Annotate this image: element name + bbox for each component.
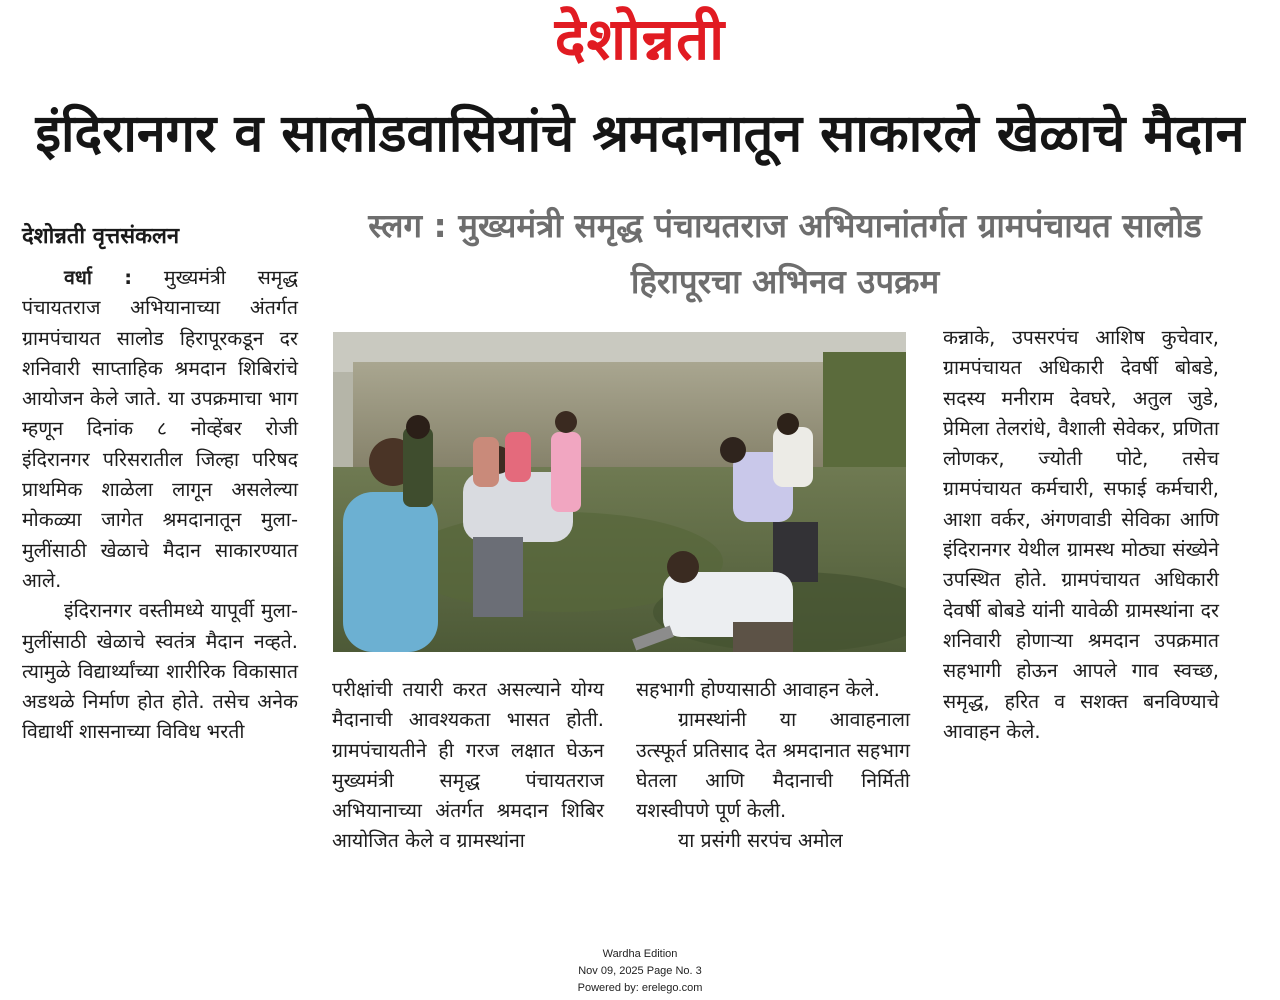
article-paragraph: इंदिरानगर वस्तीमध्ये यापूर्वी मुला-मुलींसाठी खेळाचे स्वतंत्र मैदान नव्हते. त्यामुळे विद्यार्थ्यांच्या शारीरिक विकासात अडथळे निर्माण होत होते. तसेच अनेक विद्यार्थी शासनाच्या विविध भरती (22, 599, 298, 744)
headline: इंदिरानगर व सालोडवासियांचे श्रमदानातून साकारले खेळाचे मैदान (35, 104, 1245, 164)
photo-illustration (333, 332, 906, 652)
article-column-1 (22, 263, 298, 748)
article-paragraph: सहभागी होण्यासाठी आवाहन केले. (636, 678, 880, 701)
masthead-logo: देशोन्नती (554, 5, 726, 73)
byline: देशोन्नती वृत्तसंकलन (22, 224, 180, 249)
edition-footer (0, 946, 1280, 997)
article-column-4 (943, 323, 1219, 747)
article-column-3 (636, 675, 910, 857)
dateline: वर्धा : (64, 266, 133, 289)
article-paragraph: परीक्षांची तयारी करत असल्याने योग्य मैदानाची आवश्यकता भासत होती. ग्रामपंचायतीने ही गरज लक्षात घेऊन मुख्यमंत्री समृद्ध पंचायतराज अभियानाच्या अंतर्गत श्रमदान शिबिर आयोजित केले व ग्रामस्थांना (332, 678, 604, 853)
article-column-2 (332, 675, 604, 857)
article-paragraph: या प्रसंगी सरपंच अमोल (678, 829, 843, 853)
edition-date-page: Nov 09, 2025 Page No. 3 (578, 965, 702, 977)
article-paragraph: वर्धा : मुख्यमंत्री समृद्ध पंचायतराज अभियानाच्या अंतर्गत ग्रामपंचायत सालोड हिरापूरकडून दर शनिवारी साप्ताहिक श्रमदान शिबिरांचे आयोजन केले जाते. या उपक्रमाचा भाग म्हणून दिनांक ८ नोव्हेंबर रोजी इंदिरानगर परिसरातील जिल्हा परिषद प्राथमिक शाळेला लागून असलेल्या मोकळ्या जागेत श्रमदानातून मुला-मुलींसाठी खेळाचे मैदान साकारण्यात आले. (22, 266, 298, 592)
news-photo (333, 332, 906, 652)
slug-subheadline: स्लग : मुख्यमंत्री समृद्ध पंचायतराज अभियानांतर्गत ग्रामपंचायत सालोड हिरापूरचा अभिनव उपक्रम (368, 206, 1202, 301)
powered-by-link[interactable]: Powered by: erelego.com (577, 982, 703, 994)
article-paragraph: कन्नाके, उपसरपंच आशिष कुचेवार, ग्रामपंचायत अधिकारी देवर्षी बोबडे, सदस्य मनीराम देवघरे, अतुल जुडे, प्रेमिला तेलरांधे, वैशाली सेवेकर, प्रणिता लोणकर, ज्योती पोटे, तसेच ग्रामपंचायत कर्मचारी, सफाई कर्मचारी, आशा वर्कर, अंगणवाडी सेविका आणि इंदिरानगर येथील ग्रामस्थ मोठ्या संख्येने उपस्थित होते. ग्रामपंचायत अधिकारी देवर्षी बोबडे यांनी यावेळी ग्रामस्थांना दर शनिवारी होणाऱ्या श्रमदान उपक्रमात सहभागी होऊन आपले गाव स्वच्छ, समृद्ध, हरित व सशक्त बनविण्याचे आवाहन केले. (943, 326, 1219, 743)
edition-name: Wardha Edition (602, 948, 678, 960)
article-paragraph: ग्रामस्थांनी या आवाहनाला उत्स्फूर्त प्रतिसाद देत श्रमदानात सहभाग घेतला आणि मैदानाची निर्मिती यशस्वीपणे पूर्ण केली. (636, 708, 910, 823)
